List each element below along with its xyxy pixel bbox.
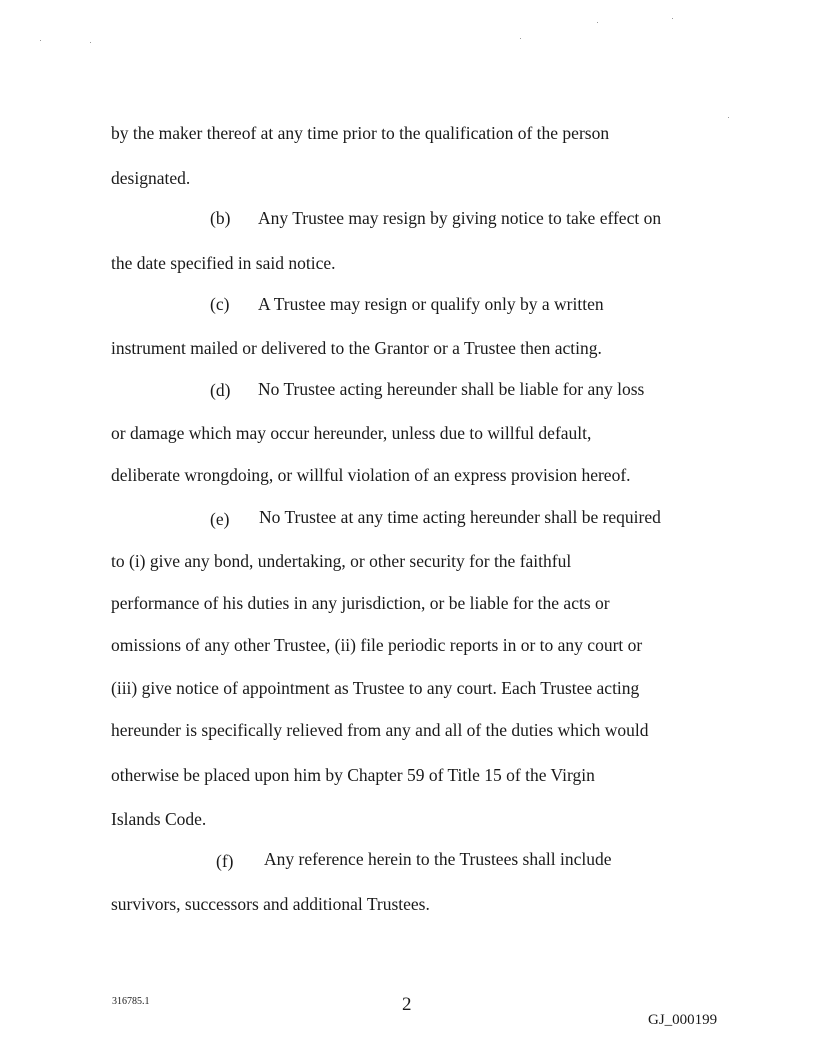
body-line: omissions of any other Trustee, (ii) file periodic reports in or to any court or xyxy=(111,635,643,655)
body-line: the date specified in said notice. xyxy=(111,253,336,273)
clause-label-d: (d) xyxy=(210,380,231,400)
body-line: to (i) give any bond, undertaking, or other security for the faithful xyxy=(111,551,572,571)
body-line: Any reference herein to the Trustees shall include xyxy=(264,849,612,869)
bates-number: GJ_000199 xyxy=(648,1012,718,1028)
clause-label-b: (b) xyxy=(210,208,231,228)
body-line: performance of his duties in any jurisdiction, or be liable for the acts or xyxy=(111,593,610,613)
body-line: Islands Code. xyxy=(111,809,207,829)
clause-label-c: (c) xyxy=(210,294,230,314)
body-line: A Trustee may resign or qualify only by a written xyxy=(258,294,604,314)
scan-speck xyxy=(520,38,521,39)
body-line: instrument mailed or delivered to the Grantor or a Trustee then acting. xyxy=(111,338,602,358)
page-number: 2 xyxy=(402,994,412,1015)
body-line: survivors, successors and additional Trustees. xyxy=(111,894,430,914)
body-line: deliberate wrongdoing, or willful violation of an express provision hereof. xyxy=(111,465,631,485)
document-id: 316785.1 xyxy=(112,996,150,1007)
body-line: No Trustee acting hereunder shall be liable for any loss xyxy=(258,379,645,399)
clause-label-f: (f) xyxy=(216,851,234,871)
body-line: hereunder is specifically relieved from any and all of the duties which would xyxy=(111,720,649,740)
body-line: or damage which may occur hereunder, unless due to willful default, xyxy=(111,423,592,443)
body-line: designated. xyxy=(111,168,191,188)
body-line: (iii) give notice of appointment as Trustee to any court. Each Trustee acting xyxy=(111,678,640,698)
body-line: otherwise be placed upon him by Chapter 59 of Title 15 of the Virgin xyxy=(111,765,595,785)
clause-label-e: (e) xyxy=(210,509,230,529)
scan-speck xyxy=(597,22,598,23)
body-line: by the maker thereof at any time prior to the qualification of the person xyxy=(111,123,610,143)
scan-speck xyxy=(40,40,41,41)
body-line: No Trustee at any time acting hereunder shall be required xyxy=(259,507,661,527)
body-line: Any Trustee may resign by giving notice to take effect on xyxy=(258,208,662,228)
scan-speck xyxy=(728,117,729,118)
scan-speck xyxy=(672,18,673,19)
scan-speck xyxy=(90,42,91,43)
